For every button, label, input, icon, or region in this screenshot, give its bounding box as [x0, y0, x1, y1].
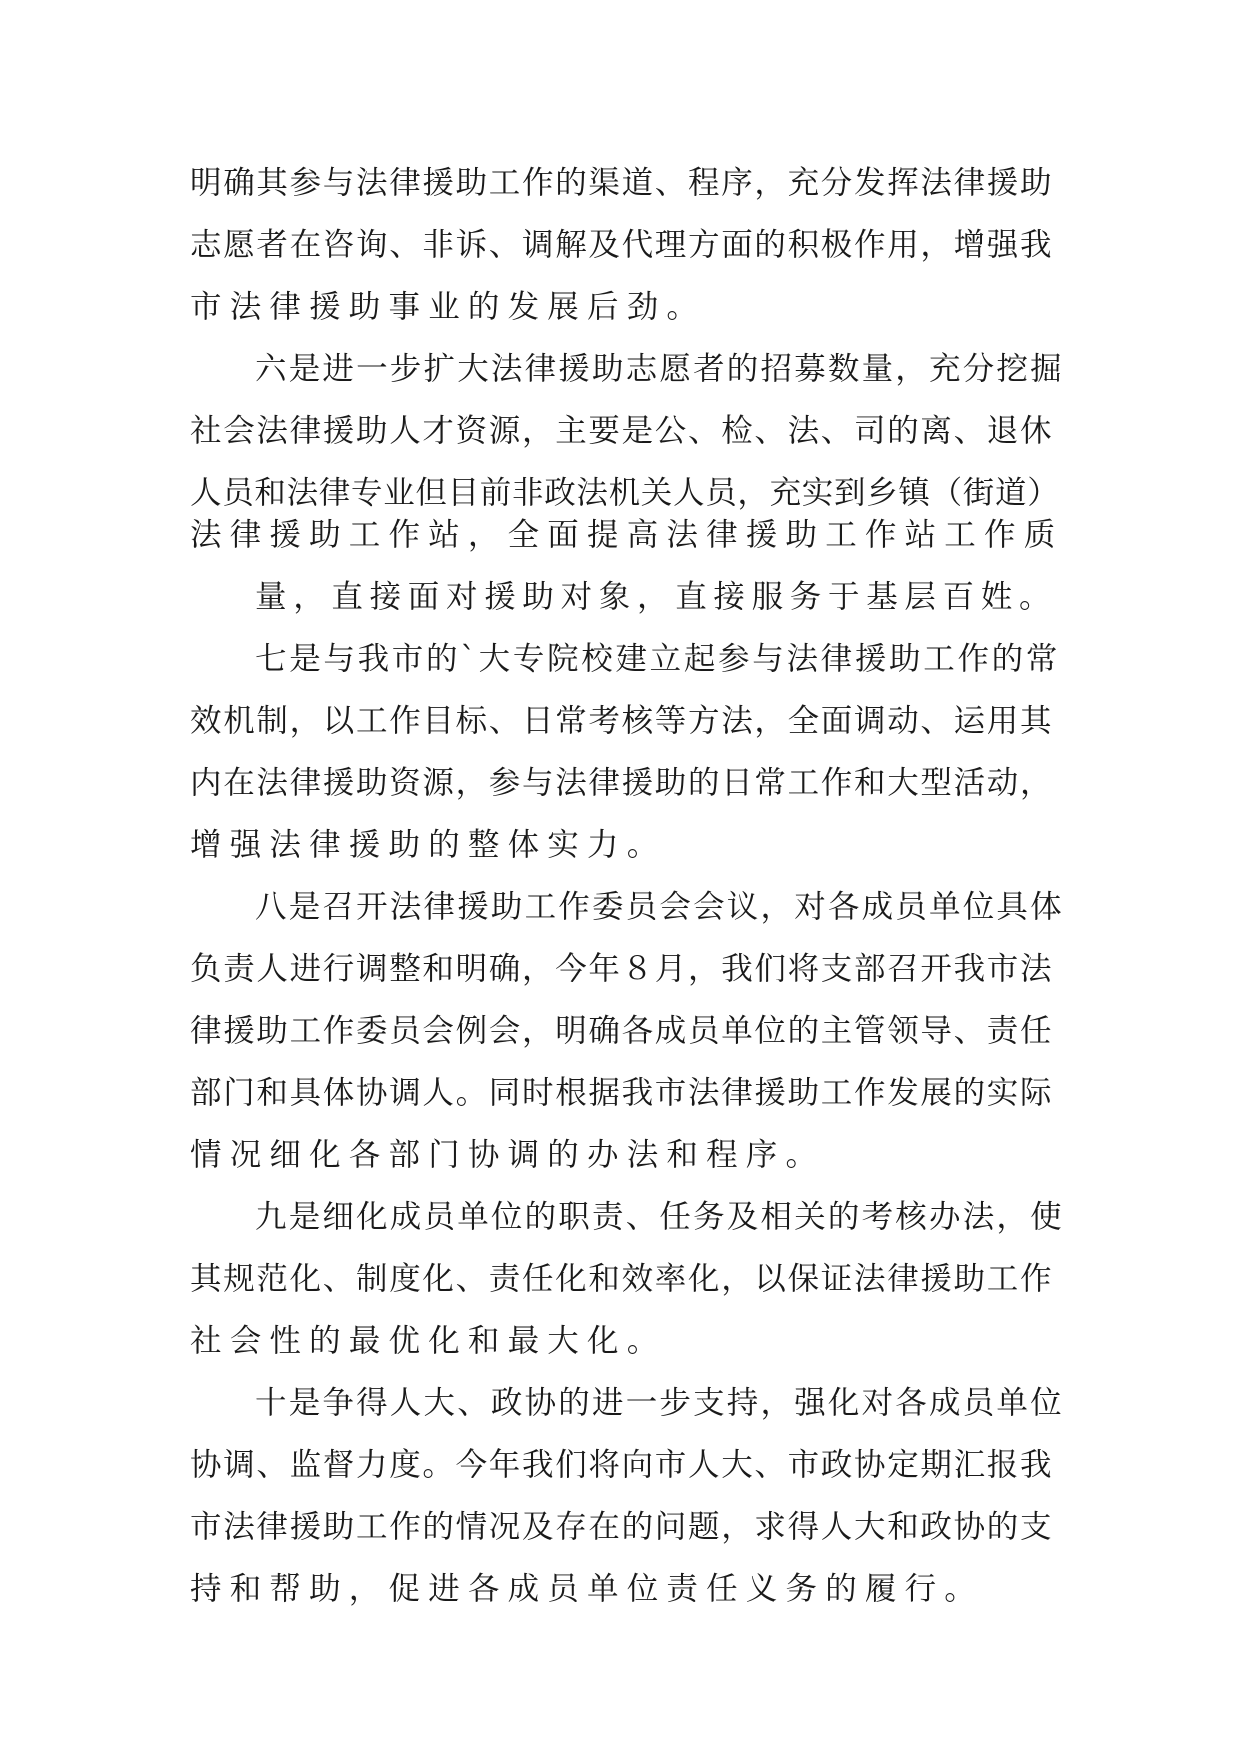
text-line: 律援助工作委员会例会，明确各成员单位的主管领导、责任: [190, 1013, 1054, 1049]
paragraph-eight-start: 八是召开法律援助工作委员会会议，对各成员单位具体: [255, 889, 1064, 925]
text-line: 协调、监督力度。今年我们将向市人大、市政协定期汇报我: [190, 1447, 1054, 1483]
text-line: 持和帮助，促进各成员单位责任义务的履行。: [190, 1571, 985, 1607]
paragraph-ten-start: 十是争得人大、政协的进一步支持，强化对各成员单位: [255, 1385, 1064, 1421]
text-line: 市法律援助事业的发展后劲。: [190, 289, 707, 325]
text-line: 量，直接面对援助对象，直接服务于基层百姓。: [255, 579, 1058, 615]
paragraph-nine-start: 九是细化成员单位的职责、任务及相关的考核办法，使: [255, 1199, 1064, 1235]
text-line: 负责人进行调整和明确，今年８月，我们将支部召开我市法: [190, 951, 1054, 987]
text-line: 情况细化各部门协调的办法和程序。: [190, 1137, 826, 1173]
text-line: 社会性的最优化和最大化。: [190, 1323, 667, 1359]
text-line: 法律援助工作站，全面提高法律援助工作站工作质: [190, 517, 1064, 553]
text-line: 内在法律援助资源，参与法律援助的日常工作和大型活动，: [190, 765, 1054, 801]
text-line: 其规范化、制度化、责任化和效率化，以保证法律援助工作: [190, 1261, 1054, 1297]
text-line: 部门和具体协调人。同时根据我市法律援助工作发展的实际: [190, 1075, 1054, 1111]
text-line: 志愿者在咨询、非诉、调解及代理方面的积极作用，增强我: [190, 227, 1054, 263]
text-line: 增强法律援助的整体实力。: [190, 827, 667, 863]
text-line: 人员和法律专业但目前非政法机关人员，充实到乡镇（街道）: [190, 475, 1060, 511]
paragraph-seven-start: 七是与我市的`大专院校建立起参与法律援助工作的常: [255, 641, 1061, 677]
text-line: 明确其参与法律援助工作的渠道、程序，充分发挥法律援助: [190, 165, 1054, 201]
paragraph-six-start: 六是进一步扩大法律援助志愿者的招募数量，充分挖掘: [255, 351, 1064, 387]
text-line: 效机制，以工作目标、日常考核等方法，全面调动、运用其: [190, 703, 1054, 739]
text-line: 社会法律援助人才资源，主要是公、检、法、司的离、退休: [190, 413, 1054, 449]
text-line: 市法律援助工作的情况及存在的问题，求得人大和政协的支: [190, 1509, 1054, 1545]
